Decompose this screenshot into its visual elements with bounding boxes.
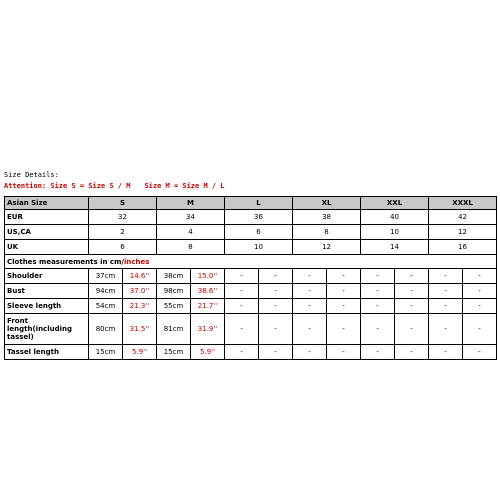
table-cell: - <box>327 314 361 345</box>
table-cell: 38 <box>293 210 361 225</box>
table-cell: - <box>395 284 429 299</box>
table-cell: 42 <box>429 210 497 225</box>
table-cell: - <box>259 299 293 314</box>
table-cell: - <box>361 345 395 360</box>
row-label: Front length(including tassel) <box>5 314 89 345</box>
table-cell: - <box>259 345 293 360</box>
table-cell: - <box>463 314 497 345</box>
table-cell: 36 <box>225 210 293 225</box>
column-header-size: L <box>225 197 293 210</box>
table-row <box>5 284 497 299</box>
table-row <box>5 210 497 225</box>
table-cell: - <box>463 284 497 299</box>
size-details-title: Size Details: <box>4 171 59 179</box>
column-header-label: Asian Size <box>5 197 89 210</box>
table-cell: 16 <box>429 240 497 255</box>
table-cell: 4 <box>157 225 225 240</box>
inch-cell: 31.9'' <box>191 314 225 345</box>
table-cell: - <box>225 284 259 299</box>
inch-cell: 38.6'' <box>191 284 225 299</box>
table-cell: 55cm <box>157 299 191 314</box>
table-cell: - <box>361 284 395 299</box>
table-cell: - <box>429 299 463 314</box>
size-chart-table <box>4 196 497 360</box>
attention-size-s: Attention: Size S = Size S / M <box>4 182 131 190</box>
table-cell: 38cm <box>157 269 191 284</box>
table-cell: 12 <box>429 225 497 240</box>
table-cell: 34 <box>157 210 225 225</box>
table-cell: - <box>361 299 395 314</box>
table-row <box>5 314 497 345</box>
row-label: Shoulder <box>5 269 89 284</box>
table-cell: 12 <box>293 240 361 255</box>
table-cell: - <box>327 284 361 299</box>
table-cell: 10 <box>361 225 429 240</box>
row-label: Tassel length <box>5 345 89 360</box>
table-cell: - <box>361 269 395 284</box>
column-header-size: XXXL <box>429 197 497 210</box>
table-cell: 98cm <box>157 284 191 299</box>
table-cell: - <box>293 269 327 284</box>
column-header-size: XXL <box>361 197 429 210</box>
table-cell: - <box>293 345 327 360</box>
attention-size-m: Size M = Size M / L <box>144 182 225 190</box>
inch-cell: 37.0'' <box>123 284 157 299</box>
table-cell: 8 <box>157 240 225 255</box>
table-header-row <box>5 197 497 210</box>
measurements-title-cm: Clothes measurements in cm/ <box>7 257 124 266</box>
inch-cell: 5.9'' <box>123 345 157 360</box>
table-cell: - <box>395 269 429 284</box>
table-cell: - <box>361 314 395 345</box>
table-cell: 32 <box>89 210 157 225</box>
table-cell: 8 <box>293 225 361 240</box>
table-cell: - <box>225 314 259 345</box>
table-cell: - <box>463 269 497 284</box>
table-cell: 6 <box>89 240 157 255</box>
measurements-section-row <box>5 255 497 269</box>
table-cell: 40 <box>361 210 429 225</box>
measurements-title-inches: inches <box>123 257 150 266</box>
table-cell: 15cm <box>89 345 123 360</box>
table-cell: - <box>225 345 259 360</box>
table-cell: 10 <box>225 240 293 255</box>
table-cell: - <box>259 314 293 345</box>
measurements-section-title <box>5 255 497 269</box>
inch-cell: 5.9'' <box>191 345 225 360</box>
table-cell: 14 <box>361 240 429 255</box>
row-label: US,CA <box>5 225 89 240</box>
table-cell: - <box>463 345 497 360</box>
table-cell: - <box>259 284 293 299</box>
table-cell: 54cm <box>89 299 123 314</box>
table-cell: - <box>395 345 429 360</box>
table-cell: - <box>225 299 259 314</box>
table-cell: - <box>429 269 463 284</box>
column-header-size: M <box>157 197 225 210</box>
table-cell: 80cm <box>89 314 123 345</box>
table-cell: - <box>327 299 361 314</box>
table-row <box>5 345 497 360</box>
table-row <box>5 225 497 240</box>
table-cell: 81cm <box>157 314 191 345</box>
inch-cell: 21.7'' <box>191 299 225 314</box>
row-label: EUR <box>5 210 89 225</box>
table-cell: - <box>327 269 361 284</box>
table-cell: - <box>293 314 327 345</box>
attention-note <box>4 181 496 192</box>
table-cell: - <box>429 284 463 299</box>
inch-cell: 15.0'' <box>191 269 225 284</box>
table-row <box>5 240 497 255</box>
table-cell: 6 <box>225 225 293 240</box>
table-cell: 2 <box>89 225 157 240</box>
inch-cell: 31.5'' <box>123 314 157 345</box>
row-label: Sleeve length <box>5 299 89 314</box>
column-header-size: S <box>89 197 157 210</box>
row-label: UK <box>5 240 89 255</box>
size-details-header <box>4 170 496 192</box>
table-cell: - <box>225 269 259 284</box>
row-label: Bust <box>5 284 89 299</box>
table-cell: 94cm <box>89 284 123 299</box>
table-cell: - <box>293 284 327 299</box>
table-cell: 15cm <box>157 345 191 360</box>
table-row <box>5 299 497 314</box>
table-cell: - <box>293 299 327 314</box>
table-cell: - <box>395 314 429 345</box>
table-row <box>5 269 497 284</box>
table-cell: - <box>395 299 429 314</box>
table-cell: - <box>429 314 463 345</box>
column-header-size: XL <box>293 197 361 210</box>
inch-cell: 14.6'' <box>123 269 157 284</box>
table-cell: - <box>429 345 463 360</box>
table-cell: - <box>327 345 361 360</box>
table-cell: - <box>259 269 293 284</box>
table-cell: - <box>463 299 497 314</box>
inch-cell: 21.3'' <box>123 299 157 314</box>
table-cell: 37cm <box>89 269 123 284</box>
